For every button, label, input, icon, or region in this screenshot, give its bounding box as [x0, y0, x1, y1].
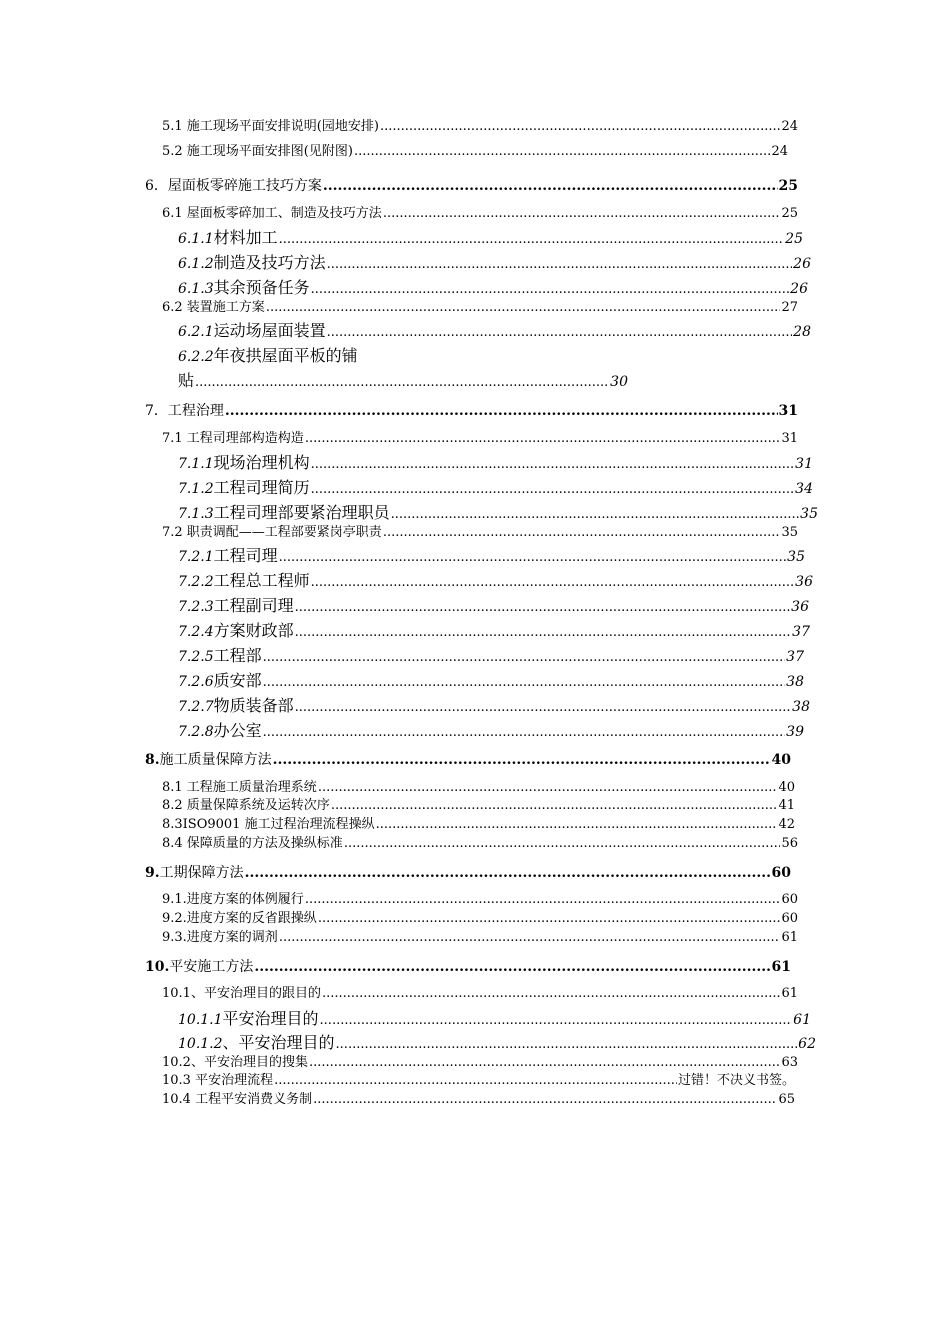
toc-page-number: 31 — [781, 431, 798, 446]
toc-page-number: 35 — [787, 549, 805, 565]
toc-entry[interactable] — [178, 480, 813, 496]
toc-entry-title: 工程司理 — [213, 546, 278, 565]
toc-entry-label: 7．工程治理 — [145, 403, 224, 419]
toc-entry-label: 9.3.进度方案的调剂 — [162, 930, 278, 945]
dot-leader — [279, 233, 785, 246]
toc-page-number: 40 — [771, 752, 791, 768]
dot-leader — [336, 1038, 798, 1051]
dot-leader — [311, 483, 795, 496]
toc-entry-label — [178, 548, 278, 564]
toc-entry-title: 年夜拱屋面平板的铺 — [213, 346, 358, 365]
toc-entry[interactable] — [162, 526, 798, 539]
toc-page-number: 38 — [792, 699, 810, 715]
toc-entry-label: 8.4 保障质量的方法及操纵标准 — [162, 836, 343, 851]
toc-page-number: 26 — [793, 256, 811, 272]
toc-entry-first-line[interactable] — [178, 348, 358, 364]
toc-page-number: 60 — [781, 892, 798, 907]
dot-leader — [305, 893, 781, 906]
toc-entry[interactable] — [178, 230, 803, 246]
toc-entry[interactable] — [178, 698, 810, 714]
toc-entry-title: 工程总工程师 — [213, 571, 310, 590]
toc-entry-label: 10.3 平安治理流程 — [162, 1073, 274, 1088]
toc-page-number: 56 — [781, 836, 798, 851]
toc-entry-label — [178, 1035, 335, 1051]
toc-page-number: 42 — [778, 817, 795, 832]
toc-page-number: 25 — [778, 178, 798, 194]
toc-entry-label — [178, 480, 310, 496]
dot-leader — [274, 1074, 677, 1087]
toc-entry-number: 8. — [145, 752, 160, 768]
toc-page-number: 38 — [786, 674, 804, 690]
toc-entry[interactable] — [145, 866, 791, 880]
toc-entry[interactable] — [178, 548, 805, 564]
toc-page-number: 65 — [778, 1092, 795, 1107]
dot-leader — [313, 1093, 777, 1106]
toc-page-number: 36 — [795, 574, 813, 590]
toc-entry-number: 9. — [145, 865, 160, 881]
toc-entry-label: 8.1 工程施工质量治理系统 — [162, 780, 317, 795]
toc-page-number: 31 — [795, 456, 813, 472]
dot-leader — [263, 676, 786, 689]
toc-entry-label: 6.2 装置施工方案 — [162, 300, 265, 315]
dot-leader — [327, 326, 793, 339]
toc-entry-number: 6.1.1 — [178, 231, 214, 247]
toc-entry[interactable] — [178, 373, 628, 389]
toc-entry[interactable] — [145, 179, 798, 193]
dot-leader — [263, 651, 786, 664]
toc-entry[interactable] — [178, 648, 804, 664]
toc-entry[interactable] — [178, 280, 808, 296]
toc-entry-label: 7.2 职责调配——工程部要紧岗亭职责 — [162, 525, 382, 540]
toc-entry-number: 7.1.2 — [178, 481, 214, 497]
toc-page-number: 39 — [786, 724, 804, 740]
toc-entry-label — [145, 753, 272, 767]
toc-entry-label — [178, 455, 310, 471]
toc-entry[interactable] — [162, 912, 798, 925]
dot-leader — [311, 283, 790, 296]
toc-page-number: 63 — [781, 1055, 798, 1070]
toc-entry[interactable] — [145, 404, 798, 418]
toc-entry-number: 7.1.1 — [178, 456, 214, 472]
dot-leader — [318, 912, 781, 925]
toc-entry[interactable] — [162, 799, 795, 812]
toc-entry-title: 平安治理目的 — [222, 1009, 319, 1028]
toc-entry[interactable] — [178, 723, 804, 739]
toc-entry-label: 10.2、平安治理目的搜集 — [162, 1055, 308, 1070]
toc-entry-title: 工期保障方法 — [159, 865, 244, 881]
toc-entry[interactable] — [145, 753, 791, 767]
dot-leader — [311, 458, 795, 471]
toc-entry[interactable] — [178, 455, 813, 471]
toc-entry-title: 材料加工 — [213, 228, 278, 247]
toc-page-number: 37 — [786, 649, 804, 665]
toc-page-number: 25 — [785, 231, 803, 247]
toc-page-number: 61 — [781, 930, 798, 945]
toc-entry-label — [178, 673, 262, 689]
toc-page-number: 40 — [778, 780, 795, 795]
toc-page-number: 61 — [793, 1012, 811, 1028]
dot-leader — [331, 799, 778, 812]
toc-entry-label — [178, 505, 390, 521]
toc-entry-label — [178, 623, 294, 639]
dot-leader — [245, 866, 771, 880]
toc-entry[interactable] — [162, 120, 798, 133]
toc-entry-title: 工程部 — [213, 646, 262, 665]
toc-entry-number: 7.2.8 — [178, 724, 214, 740]
toc-entry[interactable] — [178, 1011, 811, 1027]
toc-entry-number: 7.2.7 — [178, 699, 214, 715]
dot-leader — [344, 837, 781, 850]
toc-page-number: 36 — [791, 599, 809, 615]
dot-leader — [295, 626, 792, 639]
dot-leader — [254, 960, 770, 974]
toc-entry-title: 制造及技巧方法 — [213, 253, 326, 272]
toc-entry-label-continued: 贴 — [178, 371, 195, 390]
toc-page-number: 24 — [771, 144, 788, 159]
dot-leader — [273, 753, 771, 767]
toc-entry[interactable] — [162, 1093, 795, 1106]
toc-entry-label — [178, 723, 262, 739]
toc-entry[interactable] — [178, 623, 810, 639]
toc-entry[interactable] — [178, 673, 804, 689]
dot-leader — [263, 726, 786, 739]
toc-entry-title: 运动场屋面装置 — [213, 321, 326, 340]
toc-page-number: 37 — [792, 624, 810, 640]
toc-entry-number: 7.2.1 — [178, 549, 214, 565]
toc-entry-label — [178, 698, 294, 714]
dot-leader — [383, 526, 781, 539]
toc-entry[interactable] — [162, 145, 788, 158]
toc-entry-number: 6.2.2 — [178, 349, 214, 365]
toc-page-number: 60 — [771, 865, 791, 881]
toc-entry-label — [178, 230, 278, 246]
dot-leader — [279, 551, 787, 564]
dot-leader — [376, 818, 778, 831]
toc-entry-title: 工程副司理 — [213, 596, 294, 615]
toc-entry[interactable] — [178, 598, 809, 614]
dot-leader — [383, 207, 781, 220]
toc-entry[interactable] — [162, 818, 795, 831]
dot-leader — [320, 1014, 793, 1027]
dot-leader — [318, 781, 778, 794]
toc-entry-label: 8.3ISO9001 施工过程治理流程操纵 — [162, 817, 375, 832]
toc-entry-label — [178, 255, 326, 271]
toc-page-number: 35 — [800, 506, 818, 522]
toc-entry-label: 8.2 质量保障系统及运转次序 — [162, 798, 330, 813]
toc-entry[interactable] — [162, 781, 795, 794]
toc-entry-number: 10.1.2 — [178, 1036, 223, 1052]
toc-entry-label — [178, 648, 262, 664]
toc-entry-label: 9.1.进度方案的体例履行 — [162, 892, 304, 907]
toc-entry-label — [178, 598, 294, 614]
toc-entry-label: 6.1 屋面板零碎加工、制造及技巧方法 — [162, 206, 382, 221]
dot-leader — [305, 432, 781, 445]
toc-entry[interactable] — [178, 323, 811, 339]
toc-entry-title: 、平安治理目的 — [222, 1033, 335, 1052]
dot-leader — [354, 145, 771, 158]
toc-entry-label — [178, 280, 310, 296]
toc-entry[interactable] — [145, 960, 791, 974]
toc-entry[interactable] — [162, 837, 798, 850]
toc-entry-number: 6.1.3 — [178, 281, 214, 297]
toc-entry-number: 7.2.5 — [178, 649, 214, 665]
toc-entry[interactable] — [162, 893, 798, 906]
toc-entry[interactable] — [162, 931, 798, 944]
toc-page-number: 34 — [795, 481, 813, 497]
dot-leader — [195, 376, 609, 389]
dot-leader — [266, 301, 781, 314]
toc-page-number: 60 — [781, 911, 798, 926]
dot-leader — [323, 179, 778, 193]
toc-entry[interactable] — [162, 987, 798, 1000]
toc-entry[interactable] — [178, 255, 811, 271]
toc-entry-number: 10. — [145, 959, 170, 975]
toc-entry-label — [145, 866, 244, 880]
toc-entry-label — [178, 1011, 319, 1027]
toc-entry-label: 5.1 施工现场平面安排说明(园地安排) — [162, 119, 379, 134]
toc-entry[interactable] — [178, 505, 818, 521]
toc-entry[interactable] — [162, 432, 798, 445]
toc-entry-title: 施工质量保障方法 — [159, 752, 272, 768]
toc-entry-label: 5.2 施工现场平面安排图(见附图) — [162, 144, 353, 159]
toc-entry-title: 物质装备部 — [213, 696, 294, 715]
dot-leader — [391, 508, 800, 521]
toc-entry-title: 平安施工方法 — [169, 959, 254, 975]
toc-entry[interactable] — [162, 1056, 798, 1069]
toc-entry[interactable] — [162, 207, 798, 220]
toc-entry-title: 方案财政部 — [213, 621, 294, 640]
toc-entry-title: 现场治理机构 — [213, 453, 310, 472]
toc-entry-label: 10.4 工程平安消费义务制 — [162, 1092, 313, 1107]
toc-entry-title: 其余预备任务 — [213, 278, 310, 297]
toc-page-number: 26 — [790, 281, 808, 297]
toc-entry-number: 6.2.1 — [178, 324, 214, 340]
toc-entry-title: 办公室 — [213, 721, 262, 740]
toc-page-number: 31 — [778, 403, 798, 419]
toc-page-number: 61 — [771, 959, 791, 975]
toc-entry-title: 质安部 — [213, 671, 262, 690]
toc-entry-label: 7.1 工程司理部构造构造 — [162, 431, 304, 446]
toc-entry-title: 工程司理部要紧治理职员 — [213, 503, 390, 522]
toc-entry-number: 10.1.1 — [178, 1012, 223, 1028]
dot-leader — [295, 701, 792, 714]
toc-entry[interactable] — [178, 1035, 816, 1051]
toc-page-number: 过错！不决义书签。 — [677, 1073, 795, 1088]
toc-page-number: 62 — [798, 1036, 816, 1052]
dot-leader — [295, 601, 791, 614]
toc-entry-label: 6．屋面板零碎施工技巧方案 — [145, 178, 322, 194]
toc-entry-label — [145, 960, 253, 974]
toc-entry-label: 10.1、平安治理目的跟目的 — [162, 986, 321, 1001]
toc-page-number: 24 — [781, 119, 798, 134]
toc-entry-number: 7.2.3 — [178, 599, 214, 615]
toc-entry-label: 9.2.进度方案的反省跟操纵 — [162, 911, 317, 926]
toc-entry-number: 6.1.2 — [178, 256, 214, 272]
toc-entry-title: 工程司理简历 — [213, 478, 310, 497]
toc-page-number: 35 — [781, 525, 798, 540]
toc-page-number: 27 — [781, 300, 798, 315]
toc-entry-number: 7.2.2 — [178, 574, 214, 590]
toc-page-number: 61 — [781, 986, 798, 1001]
toc-page-number: 41 — [778, 798, 795, 813]
toc-entry-number: 7.1.3 — [178, 506, 214, 522]
toc-page-number: 25 — [781, 206, 798, 221]
dot-leader — [279, 931, 781, 944]
toc-entry[interactable] — [162, 301, 798, 314]
dot-leader — [311, 576, 795, 589]
dot-leader — [225, 404, 778, 418]
toc-entry-label — [178, 573, 310, 589]
toc-page-number: 28 — [793, 324, 811, 340]
dot-leader — [322, 987, 781, 1000]
toc-page-number: 30 — [610, 374, 628, 390]
toc-entry[interactable] — [162, 1074, 795, 1087]
toc-entry-number: 7.2.6 — [178, 674, 214, 690]
dot-leader — [309, 1056, 781, 1069]
toc-entry[interactable] — [178, 573, 813, 589]
dot-leader — [327, 258, 793, 271]
dot-leader — [380, 120, 781, 133]
toc-entry-label — [178, 323, 326, 339]
toc-entry-number: 7.2.4 — [178, 624, 214, 640]
